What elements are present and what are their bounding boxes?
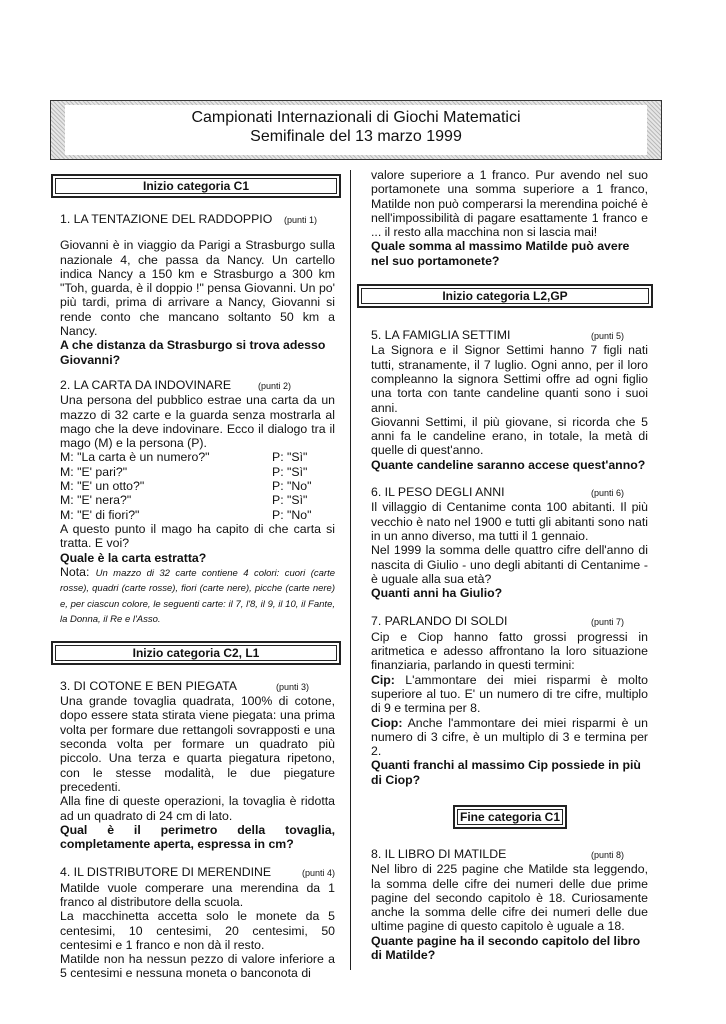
problem-body: Giovanni è in viaggio da Parigi a Strasburgo sulla nazionale 4, che passa da Nancy. Un cartello indica Nancy a 150 km e Strasburgo a 300 km "Toh, guarda, è il doppio !" pensa Giovanni. Un po' più tardi, prima di arrivare a Nancy, Giovanni si rende conto che mancano soltanto 50 km a Nancy. — [60, 238, 335, 339]
speaker-label: Cip: — [371, 672, 395, 687]
category-c2l1-start: Inizio categoria C2, L1 — [51, 641, 341, 665]
speaker-label: Ciop: — [371, 715, 403, 730]
dialog-line: M: "E' di fiori?" P: "No" — [60, 507, 312, 522]
problem-body: A questo punto il mago ha capito di che carta si tratta. E voi? — [60, 521, 335, 551]
problem-points: (punti 4) — [301, 868, 335, 879]
problem-title: 5. LA FAMIGLIA SETTIMI — [371, 328, 511, 343]
problem-points: (punti 5) — [590, 331, 624, 342]
problem-title: 6. IL PESO DEGLI ANNI — [371, 485, 505, 500]
problem-body: Una persona del pubblico estrae una carta da un mazzo di 32 carte e la guarda senza mostrarla al mago che la deve indovinare. Ecco il dialogo tra il mago (M) e la persona (P). — [60, 393, 335, 451]
problem-title: 3. DI COTONE E BEN PIEGATA — [60, 678, 237, 693]
problem-title: 2. LA CARTA DA INDOVINARE — [60, 377, 232, 392]
problem-body: Nel libro di 225 pagine che Matilde sta leggendo, la somma delle cifre dei numeri delle due prime pagine del secondo capitolo è 18. Curiosamente anche la somma delle cifre dei numeri delle due ultime pagine di questo capitolo è uguale a 18. — [371, 862, 648, 934]
header-title: Campionati Internazionali di Giochi Matematici — [191, 109, 521, 126]
problem-question: A che distanza da Strasburgo si trova adesso Giovanni? — [60, 338, 326, 367]
speaker-text: Anche l'ammontare dei miei risparmi è un numero di 3 cifre, è un multiplo di 3 e termina per 2. — [371, 715, 648, 759]
header-title-panel — [65, 105, 647, 155]
problem-points: (punti 2) — [257, 380, 291, 391]
right-column — [371, 168, 648, 962]
problem-body: Matilde vuole comperare una merendina da 1 franco al distributore della scuola. — [60, 880, 335, 909]
problem-title: 7. PARLANDO DI SOLDI — [371, 614, 508, 629]
problem-6-heading — [371, 485, 648, 500]
problem-1-heading — [60, 212, 335, 227]
dialog-line: M: "E' pari?" P: "Sì" — [60, 464, 308, 479]
problem-4-heading — [60, 865, 335, 880]
problem-points: (punti 8) — [590, 849, 624, 860]
problem-2-heading — [60, 378, 335, 393]
header-subtitle: Semifinale del 13 marzo 1999 — [250, 128, 462, 145]
problem-body: valore superiore a 1 franco. Pur avendo nel suo portamonete una somma superiore a 1 franco, Matilde non può comperarsi la merendina poiché è nell'impossibilità di pagare esattamente 1 franco e ... il resto alla macchina non si lascia mai! — [371, 168, 648, 240]
note-text: Un mazzo di 32 carte contiene 4 colori: cuori (carte rosse), quadri (carte rosse), fiori (carte nere), picche (carte nere) e, per ciascun colore, le seguenti carte: il 7, l'8, il 9, il 10, il Fante, la Donna, il Re e l'Asso. — [60, 567, 335, 626]
problem-question: Quanti franchi al massimo Cip possiede in più di Ciop? — [371, 758, 641, 787]
problem-5-heading — [371, 328, 648, 343]
header-banner — [50, 100, 662, 160]
problem-3-heading — [60, 679, 335, 694]
dialog-line: M: "E' nera?" P: "Sì" — [60, 493, 308, 508]
ciop-line — [371, 716, 648, 759]
speaker-text: L'ammontare dei miei risparmi è molto superiore al tuo. E' un numero di tre cifre, multiplo di 9 e termina per 8. — [371, 672, 648, 716]
dialog-line: M: "E' un otto?" P: "No" — [60, 479, 312, 494]
problem-title: 1. LA TENTAZIONE DEL RADDOPPIO — [60, 212, 273, 226]
problem-body: Cip e Ciop hanno fatto grossi progressi in aritmetica e adesso affrontano la loro situazione finanziaria, parlando in questi termini: — [371, 629, 648, 673]
problem-points: (punti 3) — [275, 681, 309, 692]
problem-body: Il villaggio di Centanime conta 100 abitanti. Il più vecchio è nato nel 1900 e tutti gli abitanti sono nati in un anno diverso, ma tutti il 1 gennaio. — [371, 500, 648, 543]
problem-body: Giovanni Settimi, il più giovane, si ricorda che 5 anni fa le candeline erano, in totale, la metà di quelle di quest'anno. — [371, 414, 648, 458]
category-c1-start: Inizio categoria C1 — [51, 174, 341, 198]
problem-note — [60, 565, 335, 627]
problem-body: Matilde non ha nessun pezzo di valore inferiore a 5 centesimi e nessuna moneta o banconota di — [60, 952, 335, 981]
problem-7-heading — [371, 614, 648, 629]
left-column — [60, 174, 335, 981]
problem-points: (punti 6) — [590, 488, 624, 499]
problem-points: (punti 7) — [590, 617, 624, 628]
problem-question: Quante pagine ha il secondo capitolo del libro di Matilde? — [371, 933, 641, 963]
problem-question: Qual è il perimetro della tovaglia, completamente aperta, espressa in cm? — [60, 822, 335, 852]
problem-body: La Signora e il Signor Settimi hanno 7 figli nati tutti, stranamente, il 7 luglio. Ogni anno, per il loro compleanno la signora Settimi offre ad ogni figlio una torta con tante candeline quanti sono i suoi anni. — [371, 343, 648, 415]
problem-points: (punti 1) — [283, 215, 317, 225]
cip-line — [371, 673, 648, 716]
problem-body: La macchinetta accetta solo le monete da 5 centesimi, 10 centesimi, 20 centesimi, 50 centesimi e 1 franco e non dà il resto. — [60, 909, 335, 952]
problem-8-heading — [371, 847, 648, 862]
column-divider — [350, 170, 351, 970]
problem-body: Nel 1999 la somma delle quattro cifre dell'anno di nascita di Giulio - uno degli abitanti di Centanime - è uguale alla sua età? — [371, 543, 648, 586]
problem-title: 8. IL LIBRO DI MATILDE — [371, 846, 507, 861]
note-label: Nota: — [60, 564, 90, 579]
problem-body: Una grande tovaglia quadrata, 100% di cotone, dopo essere stata stirata viene piegata: una prima volta per formare due rettangoli sovrapposti e una seconda volta per formare un quadrato più piccolo. Una terza e quarta piegatura ripetono, con le stesse modalità, le due piegature precedenti. — [60, 694, 335, 794]
category-l2gp-start: Inizio categoria L2,GP — [357, 284, 653, 308]
problem-title: 4. IL DISTRIBUTORE DI MERENDINE — [60, 865, 272, 880]
problem-question: Quante candeline saranno accese quest'anno? — [371, 457, 646, 472]
dialog-line: M: "La carta è un numero?" P: "Sì" — [60, 450, 308, 465]
problem-question: Quale somma al massimo Matilde può avere nel suo portamonete? — [371, 239, 630, 268]
problem-question: Quale è la carta estratta? — [60, 550, 207, 565]
problem-body: Alla fine di queste operazioni, la tovaglia è ridotta ad un quadrato di 24 cm di lato. — [60, 794, 335, 823]
problem-question: Quanti anni ha Giulio? — [371, 586, 503, 601]
category-c1-end: Fine categoria C1 — [453, 805, 567, 829]
